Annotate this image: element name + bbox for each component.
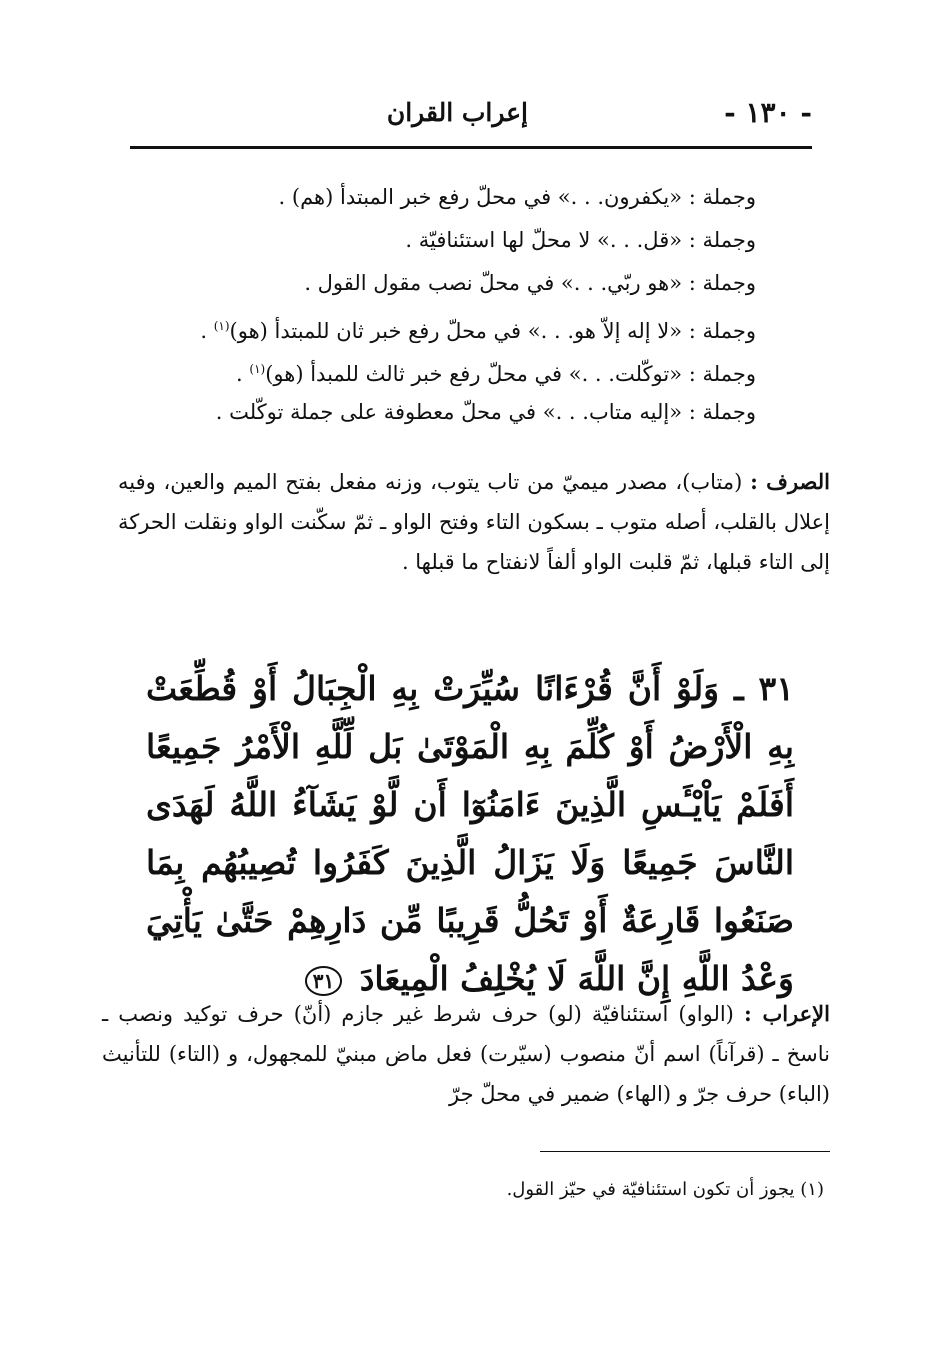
jumla-text: «لا إله إلاّ هو. . .» في محلّ رفع خبر ثان للمبتدأ (هو) (229, 319, 683, 343)
jumla-end: . (200, 319, 214, 343)
jumla-line-1 (116, 176, 756, 218)
quran-verse (146, 660, 794, 1008)
verse-text: وَلَوْ أَنَّ قُرْءَانًا سُيِّرَتْ بِهِ الْجِبَالُ أَوْ قُطِّعَتْ بِهِ الْأَرْضُ أَوْ كُلِّمَ بِهِ الْمَوْتَىٰ بَل لِّلَّهِ الْأَمْرُ جَمِيعًا أَفَلَمْ يَاْيْـَٔسِ الَّذِينَ ءَامَنُوٓا أَن لَّوْ يَشَآءُ اللَّهُ لَهَدَى النَّاسَ جَمِيعًا وَلَا يَزَالُ الَّذِينَ كَفَرُوا تُصِيبُهُم بِمَا صَنَعُوا قَارِعَةٌ أَوْ تَحُلُّ قَرِيبًا مِّن دَارِهِمْ حَتَّىٰ يَأْتِيَ وَعْدُ اللَّهِ إِنَّ اللَّهَ لَا يُخْلِفُ الْمِيعَادَ (146, 669, 794, 998)
jumla-line-5 (116, 348, 756, 395)
footnote-ref: (١) (249, 362, 266, 376)
sarf-label: الصرف : (750, 469, 830, 494)
sarf-text: (متاب)، مصدر ميميّ من تاب يتوب، وزنه مفعل بفتح الميم والعين، وفيه إعلال بالقلب، أصله متوب ـ بسكون التاء وفتح الواو ـ ثمّ سكّنت الواو ونقلت الحركة إلى التاء قبلها، ثمّ قلبت الواو ألفاً لانفتاح ما قبلها . (118, 470, 830, 574)
verse-number: ٣١ ـ (733, 669, 794, 708)
page-header (130, 96, 812, 146)
footnote: (١) يجوز أن تكون استئنافيّة في حيّز القول. (506, 1179, 824, 1200)
jumla-label: وجملة : (688, 185, 756, 209)
jumla-line-4 (116, 305, 756, 352)
jumla-label: وجملة : (688, 228, 756, 252)
jumla-label: وجملة : (688, 319, 756, 343)
page-number: - ١٣٠ - (724, 96, 812, 129)
jumla-line-2 (116, 219, 756, 261)
jumla-text: «إليه متاب. . .» في محلّ معطوفة على جملة توكّلت . (215, 400, 683, 424)
running-title: إعراب القران (386, 98, 528, 127)
jumla-end: . (236, 362, 250, 386)
header-rule (130, 146, 812, 149)
jumla-label: وجملة : (688, 271, 756, 295)
jumla-line-6 (116, 391, 756, 433)
sarf-paragraph (118, 462, 830, 582)
irab-text: (الواو) استئنافيّة (لو) حرف شرط غير جازم (أنّ) حرف توكيد ونصب ـ ناسخ ـ (قرآناً) اسم أنّ منصوب (سيّرت) فعل ماض مبنيّ للمجهول، و (التاء) للتأنيث (الباء) حرف جرّ و (الهاء) ضمير في محلّ جرّ (102, 1002, 830, 1106)
verse-end-marker: ٣١ (305, 966, 342, 996)
jumla-text: «توكّلت. . .» في محلّ رفع خبر ثالث للمبدأ (هو) (265, 362, 683, 386)
jumla-text: «هو ربّي. . .» في محلّ نصب مقول القول . (304, 271, 683, 295)
jumla-label: وجملة : (688, 400, 756, 424)
jumla-text: «قل. . .» لا محلّ لها استئنافيّة . (405, 228, 683, 252)
jumla-label: وجملة : (688, 362, 756, 386)
irab-label: الإعراب : (743, 1001, 830, 1026)
jumla-line-3 (116, 262, 756, 304)
footnote-ref: (١) (213, 319, 230, 333)
irab-paragraph (102, 994, 830, 1114)
footnote-rule (540, 1151, 830, 1152)
jumla-text: «يكفرون. . .» في محلّ رفع خبر المبتدأ (هم) . (278, 185, 683, 209)
